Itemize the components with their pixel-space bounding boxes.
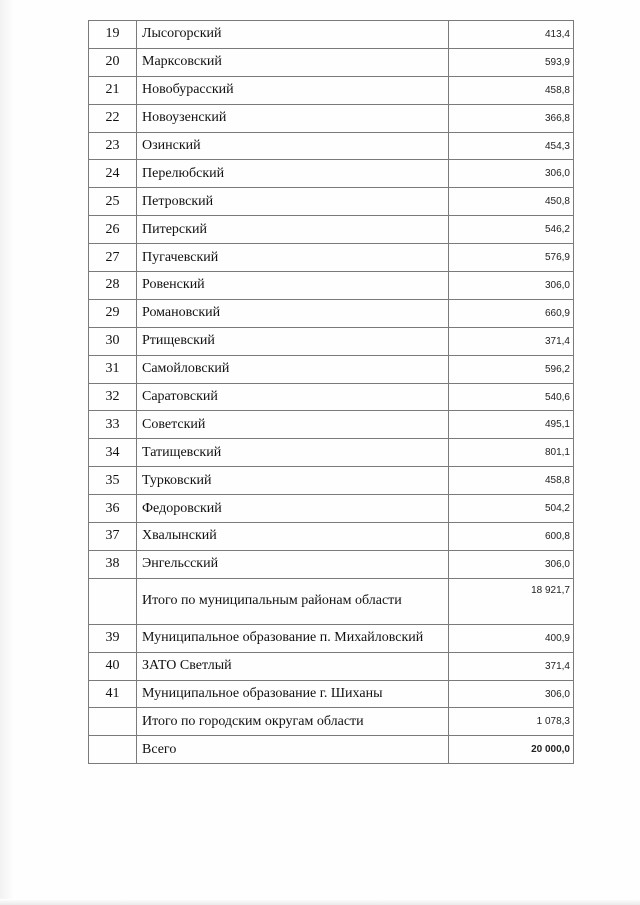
district-name: Петровский — [137, 188, 449, 216]
amount-value: 306,0 — [449, 160, 574, 188]
amount-value: 495,1 — [449, 411, 574, 439]
row-number: 21 — [89, 76, 137, 104]
row-number: 29 — [89, 299, 137, 327]
table-row — [89, 383, 574, 411]
district-name: Татищевский — [137, 439, 449, 467]
row-number: 34 — [89, 439, 137, 467]
table-row — [89, 104, 574, 132]
row-number: 23 — [89, 132, 137, 160]
row-number: 30 — [89, 327, 137, 355]
district-name: Романовский — [137, 299, 449, 327]
table-row — [89, 299, 574, 327]
row-number — [89, 708, 137, 736]
amount-value: 458,8 — [449, 76, 574, 104]
district-name: Турковский — [137, 467, 449, 495]
district-name: Федоровский — [137, 495, 449, 523]
district-name: Питерский — [137, 216, 449, 244]
amount-value: 801,1 — [449, 439, 574, 467]
table-row — [89, 76, 574, 104]
table-row — [89, 272, 574, 300]
amount-value: 400,9 — [449, 624, 574, 652]
district-name: Новобурасский — [137, 76, 449, 104]
row-number: 32 — [89, 383, 137, 411]
subtotal-row — [89, 578, 574, 624]
row-number: 36 — [89, 495, 137, 523]
amount-value: 366,8 — [449, 104, 574, 132]
amount-value: 576,9 — [449, 244, 574, 272]
amount-value: 454,3 — [449, 132, 574, 160]
table-row — [89, 467, 574, 495]
grand-total-row — [89, 736, 574, 764]
amount-value: 600,8 — [449, 523, 574, 551]
grand-total-label: Всего — [137, 736, 449, 764]
district-name: Самойловский — [137, 355, 449, 383]
district-name: Перелюбский — [137, 160, 449, 188]
row-number: 40 — [89, 652, 137, 680]
row-number: 28 — [89, 272, 137, 300]
amount-value: 306,0 — [449, 272, 574, 300]
subtotal-row — [89, 708, 574, 736]
district-name: Муниципальное образование г. Шиханы — [137, 680, 449, 708]
row-number — [89, 578, 137, 624]
table-row — [89, 216, 574, 244]
amount-value: 593,9 — [449, 48, 574, 76]
amount-value: 504,2 — [449, 495, 574, 523]
amount-value: 413,4 — [449, 21, 574, 49]
district-name: Советский — [137, 411, 449, 439]
district-name: Саратовский — [137, 383, 449, 411]
row-number: 35 — [89, 467, 137, 495]
row-number: 41 — [89, 680, 137, 708]
grand-total-value: 20 000,0 — [449, 736, 574, 764]
district-name: Ровенский — [137, 272, 449, 300]
table-row — [89, 439, 574, 467]
scan-edge-shadow — [0, 0, 14, 905]
row-number: 39 — [89, 624, 137, 652]
district-name: ЗАТО Светлый — [137, 652, 449, 680]
row-number: 22 — [89, 104, 137, 132]
table-row — [89, 48, 574, 76]
row-number: 27 — [89, 244, 137, 272]
district-name: Пугачевский — [137, 244, 449, 272]
row-number — [89, 736, 137, 764]
amount-value: 596,2 — [449, 355, 574, 383]
scan-bottom-shadow — [0, 899, 640, 905]
amount-value: 450,8 — [449, 188, 574, 216]
district-name: Муниципальное образование п. Михайловский — [137, 624, 449, 652]
amount-value: 371,4 — [449, 652, 574, 680]
district-name: Озинский — [137, 132, 449, 160]
subtotal-value: 18 921,7 — [449, 578, 574, 624]
district-name: Ртищевский — [137, 327, 449, 355]
table-row — [89, 411, 574, 439]
table-row — [89, 495, 574, 523]
district-name: Новоузенский — [137, 104, 449, 132]
table-row — [89, 624, 574, 652]
row-number: 33 — [89, 411, 137, 439]
amount-value: 540,6 — [449, 383, 574, 411]
amount-value: 306,0 — [449, 680, 574, 708]
subtotal-label: Итого по городским округам области — [137, 708, 449, 736]
district-name: Энгельсский — [137, 550, 449, 578]
table-row — [89, 244, 574, 272]
row-number: 24 — [89, 160, 137, 188]
allocation-table — [88, 20, 574, 764]
table-row — [89, 188, 574, 216]
table-row — [89, 680, 574, 708]
table-row — [89, 550, 574, 578]
table-row — [89, 132, 574, 160]
district-name: Хвалынский — [137, 523, 449, 551]
amount-value: 306,0 — [449, 550, 574, 578]
amount-value: 371,4 — [449, 327, 574, 355]
row-number: 25 — [89, 188, 137, 216]
amount-value: 660,9 — [449, 299, 574, 327]
district-name: Лысогорский — [137, 21, 449, 49]
subtotal-value: 1 078,3 — [449, 708, 574, 736]
row-number: 20 — [89, 48, 137, 76]
amount-value: 458,8 — [449, 467, 574, 495]
row-number: 26 — [89, 216, 137, 244]
table-row — [89, 523, 574, 551]
table-row — [89, 327, 574, 355]
district-name: Марксовский — [137, 48, 449, 76]
table-row — [89, 21, 574, 49]
row-number: 19 — [89, 21, 137, 49]
table-row — [89, 652, 574, 680]
table-row — [89, 160, 574, 188]
row-number: 38 — [89, 550, 137, 578]
row-number: 31 — [89, 355, 137, 383]
row-number: 37 — [89, 523, 137, 551]
table-row — [89, 355, 574, 383]
amount-value: 546,2 — [449, 216, 574, 244]
subtotal-label: Итого по муниципальным районам области — [137, 578, 449, 624]
